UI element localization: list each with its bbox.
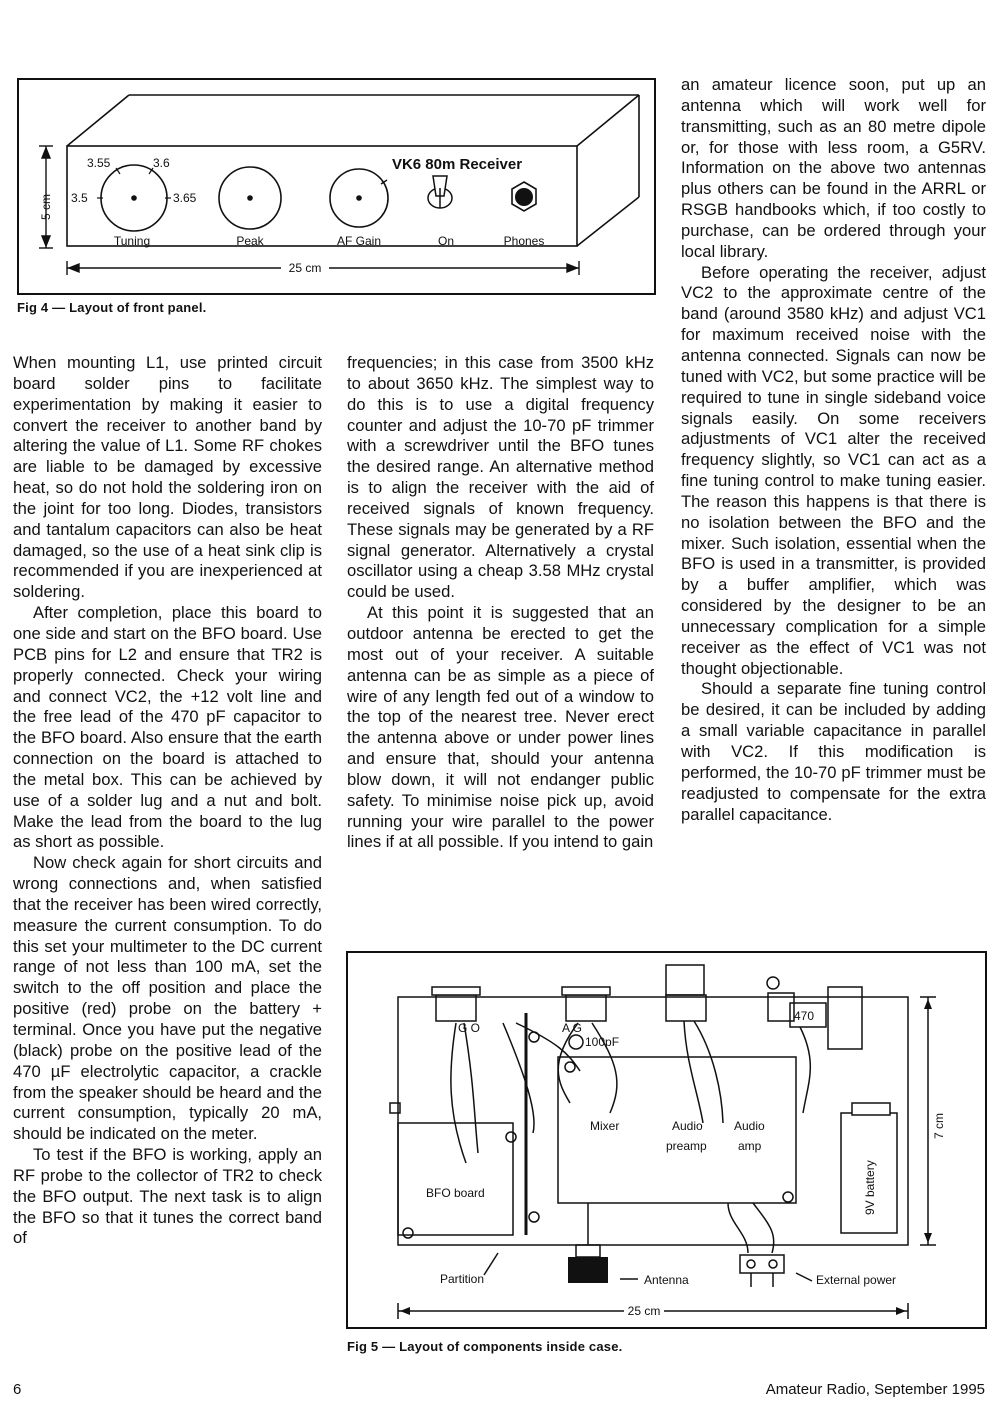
pin-label: G O xyxy=(458,1021,481,1035)
height-label: 7 cm xyxy=(932,1112,946,1139)
mixer-label: Mixer xyxy=(590,1119,620,1133)
control-label: Peak xyxy=(236,234,264,248)
page-number: 6 xyxy=(13,1381,22,1398)
control-label: On xyxy=(437,234,455,248)
peak-pot xyxy=(566,995,606,1021)
paragraph: After completion, place this board to one side and start on the BFO board. Use PCB pins for L2 and ensure that TR2 is properly connected. Check your wiring and connect VC2, the +12 volt line and the free lead of the 470 pF capacitor to the BFO board. Also ensure that the earth connection on the board is attached to the metal box. This can be achieved by use of a solder lug and a nut and bolt. Make the lead from the board to the lug as short as possible. xyxy=(13,603,322,852)
height-label: 5 cm xyxy=(39,193,53,220)
front-panel-diagram xyxy=(19,80,654,293)
width-dimension xyxy=(67,261,579,275)
pin-label: A G xyxy=(562,1021,583,1035)
width-label: 25 cm xyxy=(627,1304,661,1318)
gain-pot xyxy=(666,995,706,1021)
antenna-socket xyxy=(568,1257,608,1283)
paragraph: Before operating the receiver, adjust VC2 to the approximate centre of the band (around 3580 kHz) and adjust VC1 for maximum received noise with the antenna connected. Signals can now be tuned with VC2, but some practice will be required to tune in single sideband voice signals easily. On some receivers adjustments of VC1 alter the received frequency slightly, so VC1 can act as a fine tuning control to make tuning easier. The reason this happens is that there is no isolation between the BFO and the mixer. Such isolation, essential when the BFO is used in a transmitter, is provided by a buffer amplifier, which was considered by the designer to be an unnecessary complication for a simple receiver as the effect of VC1 was not thought objectionable. xyxy=(681,262,986,678)
antenna-label: Antenna xyxy=(644,1273,689,1287)
partition-label: Partition xyxy=(440,1272,485,1286)
audio-preamp-label: Audio xyxy=(672,1119,703,1133)
text-column-1 xyxy=(13,353,322,1249)
control-label: Tuning xyxy=(113,234,151,248)
dial-label: 3.65 xyxy=(173,191,197,205)
text-column-3 xyxy=(681,75,986,825)
figure-4-caption: Fig 4 — Layout of front panel. xyxy=(17,300,207,315)
audio-preamp-label: preamp xyxy=(666,1139,707,1153)
control-label: AF Gain xyxy=(336,234,382,248)
capacitor-label: 470 xyxy=(794,1009,815,1023)
bfo-board-label: BFO board xyxy=(426,1186,485,1200)
case-layout-diagram xyxy=(348,953,985,1327)
paragraph: an amateur licence soon, put up an antenna which will work well for transmitting, such as an 80 metre dipole or, for those with less room, a G5RV. Information on the above two antennas plus others can be found in the ARRL or RSGB handbooks which, if too costly to purchase, can be ordered through your local library. xyxy=(681,75,986,261)
audio-amp-label: amp xyxy=(738,1139,762,1153)
paragraph: At this point it is suggested that an outdoor antenna be erected to get the most out of your receiver. A suitable antenna can be as simple as a piece of wire of any length fed out of a window to the top of the nearest tree. Never erect the antenna above or under power lines and ensure that, should your antenna blow down, it will not endanger public safety. To minimise noise pick up, avoid running your wire parallel to the power lines if at all possible. If you intend to gain xyxy=(347,603,654,852)
paragraph: Should a separate fine tuning control be desired, it can be included by adding a small variable capacitance in parallel with VC2. If this modification is performed, the 10-70 pF trimmer must be readjusted to compensate for the extra parallel capacitance. xyxy=(681,679,986,824)
figure-front-panel xyxy=(17,78,656,295)
figure-case-layout xyxy=(346,951,987,1329)
dial-label: 3.5 xyxy=(71,191,88,205)
phones-socket-icon xyxy=(512,182,536,211)
battery-label: 9V battery xyxy=(863,1160,877,1215)
external-power-label: External power xyxy=(816,1273,897,1287)
paragraph: To test if the BFO is working, apply an RF probe to the collector of TR2 to check the BFO output. The next task is to align the BFO so that it tunes the correct band of xyxy=(13,1145,322,1248)
capacitor-100pf xyxy=(569,1035,583,1049)
paragraph: Now check again for short circuits and wrong connections and, when satisfied that the receiver has been wired correctly, measure the current consumption. To do this set your multimeter to the DC current range of not less than 100 mA, set the switch to the off position and place the positive (red) probe on the battery + terminal. Once you have put the negative (black) probe on the positive lead of the 470 µF electrolytic capacitor, a crackle from the speaker should be heard and the current consumption, typically 20 mA, should be indicated on the meter. xyxy=(13,853,322,1144)
on-switch-icon xyxy=(428,176,452,208)
text-column-2 xyxy=(347,353,654,853)
control-label: Phones xyxy=(503,234,545,248)
capacitor-label: 100pF xyxy=(585,1035,620,1049)
knob-top xyxy=(666,965,704,995)
magazine-footer: Amateur Radio, September 1995 xyxy=(765,1381,985,1398)
tuning-pot xyxy=(436,995,476,1021)
bfo-board xyxy=(398,1123,513,1235)
panel-title: VK6 80m Receiver xyxy=(391,156,523,173)
paragraph: frequencies; in this case from 3500 kHz to about 3650 kHz. The simplest way to do this is to use a digital frequency counter and adjust the 10-70 pF trimmer with a screwdriver until the BFO tunes the desired range. An alternative method is to align the receiver with the aid of received signals of known frequency. These signals may be generated by a RF signal generator. Alternatively a crystal oscillator using a cheap 3.58 MHz crystal could be used. xyxy=(347,353,654,602)
figure-5-caption: Fig 5 — Layout of components inside case. xyxy=(347,1339,623,1354)
paragraph: When mounting L1, use printed circuit board solder pins to facilitate experimentation by making it easier to convert the receiver to another band by altering the value of L1. Some RF chokes are liable to be damaged by excessive heat, so do not hold the soldering iron on the joint for too long. Diodes, transistors and tantalum capacitors can also be heat damaged, so the use of a heat sink clip is recommended if you are inexperienced at soldering. xyxy=(13,353,322,602)
dial-label: 3.6 xyxy=(153,156,170,170)
audio-amp-label: Audio xyxy=(734,1119,765,1133)
width-label: 25 cm xyxy=(288,261,322,275)
dial-label: 3.55 xyxy=(87,156,111,170)
